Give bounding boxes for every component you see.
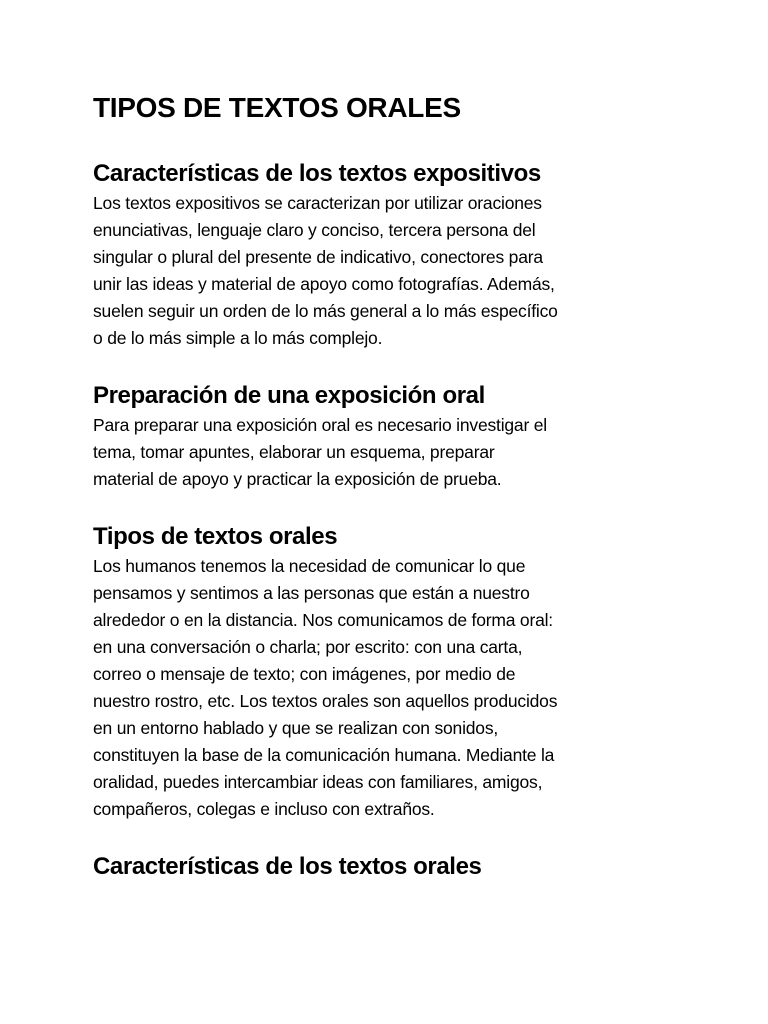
section-heading: Características de los textos orales — [93, 853, 482, 880]
document-page — [93, 88, 693, 911]
paragraph-line: unir las ideas y material de apoyo como fotografías. Además, — [93, 274, 555, 294]
paragraph-line: nuestro rostro, etc. Los textos orales son aquellos producidos — [93, 691, 558, 711]
paragraph-line: Para preparar una exposición oral es necesario investigar el — [93, 415, 547, 435]
paragraph-line: alrededor o en la distancia. Nos comunicamos de forma oral: — [93, 610, 553, 630]
section-heading: Características de los textos expositivos — [93, 160, 541, 187]
section-heading: Preparación de una exposición oral — [93, 382, 485, 409]
paragraph-line: tema, tomar apuntes, elaborar un esquema, preparar — [93, 442, 495, 462]
section-oral-text-types — [93, 521, 693, 823]
paragraph-line: en una conversación o charla; por escrito: con una carta, — [93, 637, 523, 657]
document-title: TIPOS DE TEXTOS ORALES — [93, 92, 461, 123]
paragraph-line: en un entorno hablado y que se realizan con sonidos, — [93, 718, 499, 738]
paragraph-line: suelen seguir un orden de lo más general a lo más específico — [93, 301, 558, 321]
paragraph-line: enunciativas, lenguaje claro y conciso, tercera persona del — [93, 220, 536, 240]
section-paragraph — [93, 412, 693, 493]
paragraph-line: Los humanos tenemos la necesidad de comunicar lo que — [93, 556, 526, 576]
section-expository-features — [93, 158, 693, 352]
section-oral-text-features — [93, 851, 693, 883]
section-paragraph — [93, 553, 693, 823]
paragraph-line: pensamos y sentimos a las personas que están a nuestro — [93, 583, 530, 603]
section-oral-presentation-prep — [93, 380, 693, 493]
paragraph-line: oralidad, puedes intercambiar ideas con familiares, amigos, — [93, 772, 543, 792]
section-heading: Tipos de textos orales — [93, 523, 338, 550]
paragraph-line: correo o mensaje de texto; con imágenes, por medio de — [93, 664, 516, 684]
paragraph-line: o de lo más simple a lo más complejo. — [93, 328, 383, 348]
paragraph-line: compañeros, colegas e incluso con extraños. — [93, 799, 435, 819]
paragraph-line: constituyen la base de la comunicación humana. Mediante la — [93, 745, 555, 765]
paragraph-line: singular o plural del presente de indicativo, conectores para — [93, 247, 543, 267]
paragraph-line: material de apoyo y practicar la exposición de prueba. — [93, 469, 502, 489]
paragraph-line: Los textos expositivos se caracterizan por utilizar oraciones — [93, 193, 542, 213]
section-paragraph — [93, 190, 693, 352]
